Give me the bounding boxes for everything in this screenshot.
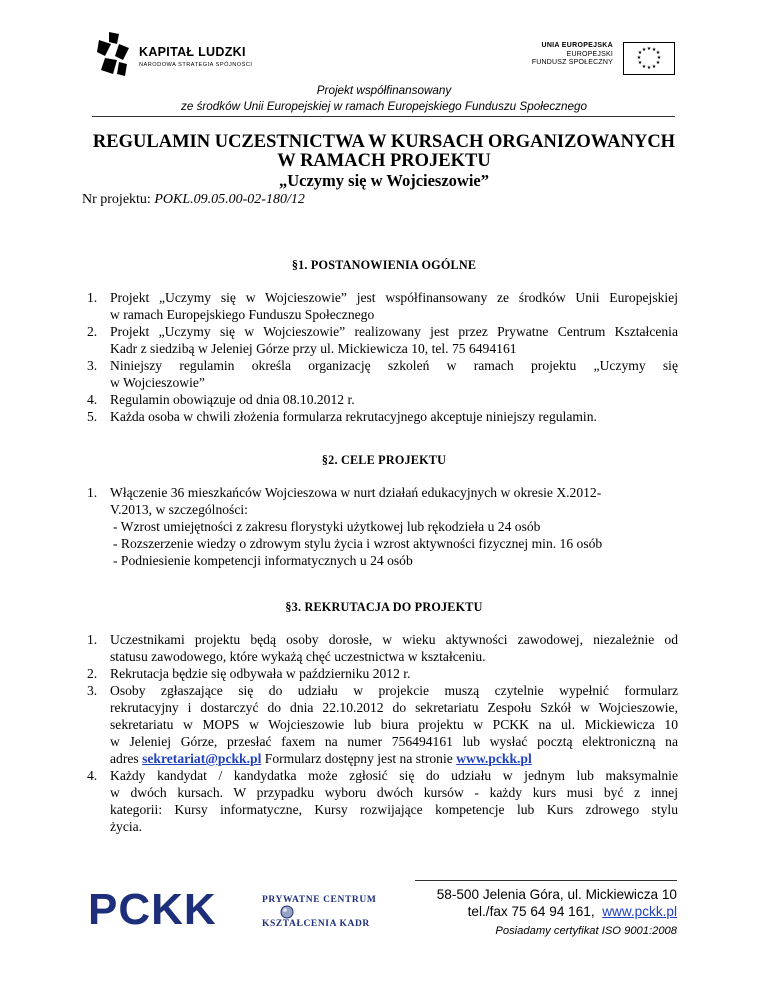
eu-logo [525, 42, 675, 78]
list-item [87, 408, 678, 425]
kapital-ludzki-subtitle: NARODOWA STRATEGIA SPÓJNOŚCI [139, 62, 253, 68]
list-item [87, 767, 678, 835]
footer-address-line: 58-500 Jelenia Góra, ul. Mickiewicza 10 [436, 887, 677, 902]
list-item-line: sekretariatu w MOPS w Wojcieszowie lub biura projektu w PCKK na ul. Mickiewicza 10 [110, 717, 678, 732]
list-item-line: Uczestnikami projektu będą osoby dorosłe, w wieku aktywności zawodowej, niezależnie od [110, 632, 678, 647]
svg-text:★: ★ [641, 64, 647, 70]
list-item-line: w ramach Europejskiego Funduszu Społecznego [110, 307, 375, 322]
project-name: „Uczymy się w Wojcieszowie” [278, 171, 489, 190]
pckk-logo-text: PCKK [88, 885, 217, 934]
list-item-line: Projekt „Uczymy się w Wojcieszowie” realizowany jest przez Prywatne Centrum Kształcenia [110, 324, 678, 339]
email-link[interactable]: sekretariat@pckk.pl [142, 751, 262, 766]
list-item-number: 4. [87, 768, 98, 783]
list-item [87, 682, 678, 767]
list-item-line: statusu zawodowego, które wykażą chęć uczestnictwa w kształceniu. [110, 649, 486, 664]
goal-item: - Rozszerzenie wiedzy o zdrowym stylu życia i wzrost aktywności fizycznej min. 16 osób [113, 536, 603, 551]
project-number-label: Nr projektu: [82, 192, 151, 207]
list-item [87, 484, 678, 518]
list-item-number: 2. [87, 666, 98, 681]
list-item-line: Każdy kandydat / kandydatka może zgłosić się do udziału w jednym lub maksymalnie [110, 768, 678, 783]
svg-text:★: ★ [655, 60, 661, 66]
eu-logo-text [532, 42, 613, 68]
list-item-line: Włączenie 36 mieszkańców Wojcieszowa w nurt działań edukacyjnych w okresie X.2012- [110, 485, 602, 500]
pckk-globe-icon [280, 905, 294, 919]
svg-text:★: ★ [655, 50, 661, 56]
svg-text:★: ★ [656, 55, 662, 61]
section-3-heading: §3. REKRUTACJA DO PROJEKTU [285, 600, 483, 614]
list-item-line: V.2013, w szczególności: [110, 502, 248, 517]
eu-line-1: UNIA EUROPEJSKA [541, 42, 613, 49]
list-item-number: 1. [87, 290, 98, 305]
list-item-line: w Jeleniej Górze, przesłać faxem na numer 756494161 lub wysłać pocztą elektroniczną na [110, 734, 678, 749]
website-link[interactable]: www.pckk.pl [456, 751, 532, 766]
kapital-ludzki-title: KAPITAŁ LUDZKI [139, 45, 246, 59]
list-item [87, 323, 678, 357]
pckk-logo-line-2: KSZTAŁCENIA KADR [262, 919, 370, 929]
document-title-line-1: REGULAMIN UCZESTNICTWA W KURSACH ORGANIZOWANYCH [92, 132, 676, 152]
section-2-heading: §2. CELE PROJEKTU [321, 453, 447, 467]
goal-item: - Podniesienie kompetencji informatycznych u 24 osób [113, 553, 413, 568]
list-item-line: Projekt „Uczymy się w Wojcieszowie” jest współfinansowany ze środków Unii Europejskiej [110, 290, 678, 305]
svg-text:★: ★ [637, 60, 643, 66]
eu-line-2: EUROPEJSKI [566, 50, 613, 58]
document-title-line-2: W RAMACH PROJEKTU [277, 151, 491, 171]
footer-phone: tel./fax 75 64 94 161, [467, 904, 595, 919]
list-item-number: 3. [87, 358, 98, 373]
goal-item: - Wzrost umiejętności z zakresu florystyki użytkowej lub rękodzieła u 24 osób [113, 519, 541, 534]
svg-text:★: ★ [651, 64, 657, 70]
svg-text:★: ★ [651, 47, 657, 53]
list-item-line: Osoby zgłaszające się do udziału w projekcie muszą czytelnie wypełnić formularz [110, 683, 678, 698]
project-number-value: POKL.09.05.00-02-180/12 [154, 192, 305, 207]
list-item [87, 289, 678, 323]
list-item-line: życia. [110, 819, 143, 834]
footer-divider [415, 880, 677, 881]
list-item-line: w Wojcieszowie” [110, 375, 205, 390]
pckk-logo [88, 885, 377, 936]
list-item-line: Rekrutacja będzie się odbywała w październiku 2012 r. [110, 666, 411, 681]
list-item-line: Każda osoba w chwili złożenia formularza rekrutacyjnego akceptuje niniejszy regulamin. [110, 409, 597, 424]
list-item-number: 4. [87, 392, 98, 407]
eu-flag-icon [623, 42, 675, 75]
list-item-line: Kadr z siedzibą w Jeleniej Górze przy ul. Mickiewicza 10, tel. 75 6494161 [110, 341, 517, 356]
footer-address [437, 886, 677, 920]
list-item-number: 1. [87, 485, 98, 500]
project-number [82, 192, 305, 208]
svg-text:★: ★ [637, 50, 643, 56]
list-item-line [110, 750, 678, 767]
list-item-line: kategorii: Kursy informatyczne, Kursy rozwijające kompetencje lub Kurs zdrowego stylu [110, 802, 678, 817]
svg-text:★: ★ [646, 46, 652, 52]
list-item-number: 5. [87, 409, 98, 424]
kapital-ludzki-logo [95, 30, 295, 80]
footer-website-link[interactable]: www.pckk.pl [602, 904, 677, 919]
svg-text:★: ★ [636, 55, 642, 61]
list-item-line: rekrutacyjny i dostarczyć do dnia 22.10.2012 do sekretariatu Zespołu Szkół w Wojcieszowie, [110, 700, 678, 715]
list-item-number: 3. [87, 683, 98, 698]
cofinancing-line-2: ze środków Unii Europejskiej w ramach Europejskiego Funduszu Społecznego [180, 100, 588, 113]
footer-certificate: Posiadamy certyfikat ISO 9001:2008 [495, 925, 677, 937]
pckk-logo-line-1: PRYWATNE CENTRUM [262, 895, 377, 905]
svg-text:★: ★ [641, 47, 647, 53]
form-availability-text: Formularz dostępny jest na stronie [264, 751, 453, 766]
list-item-number: 1. [87, 632, 98, 647]
list-item-line: w dwóch kursach. W przypadku wyboru dwóch kursów - każdy kurs musi być z innej [110, 785, 678, 800]
header-divider [92, 116, 675, 117]
address-label: adres [110, 751, 139, 766]
kapital-ludzki-emblem-icon [95, 30, 133, 78]
footer-contact-line [437, 903, 677, 920]
list-item [87, 631, 678, 665]
list-item-line: Regulamin obowiązuje od dnia 08.10.2012 r. [110, 392, 355, 407]
cofinancing-line-1: Projekt współfinansowany [316, 84, 452, 97]
list-item-number: 2. [87, 324, 98, 339]
list-item [87, 357, 678, 391]
list-item [87, 665, 678, 682]
eu-line-3: FUNDUSZ SPOŁECZNY [531, 59, 613, 66]
section-1-heading: §1. POSTANOWIENIA OGÓLNE [291, 258, 477, 272]
list-item-line: Niniejszy regulamin określa organizację szkoleń w ramach projektu „Uczymy się [110, 358, 678, 373]
svg-text:★: ★ [646, 65, 652, 71]
list-item [87, 391, 678, 408]
